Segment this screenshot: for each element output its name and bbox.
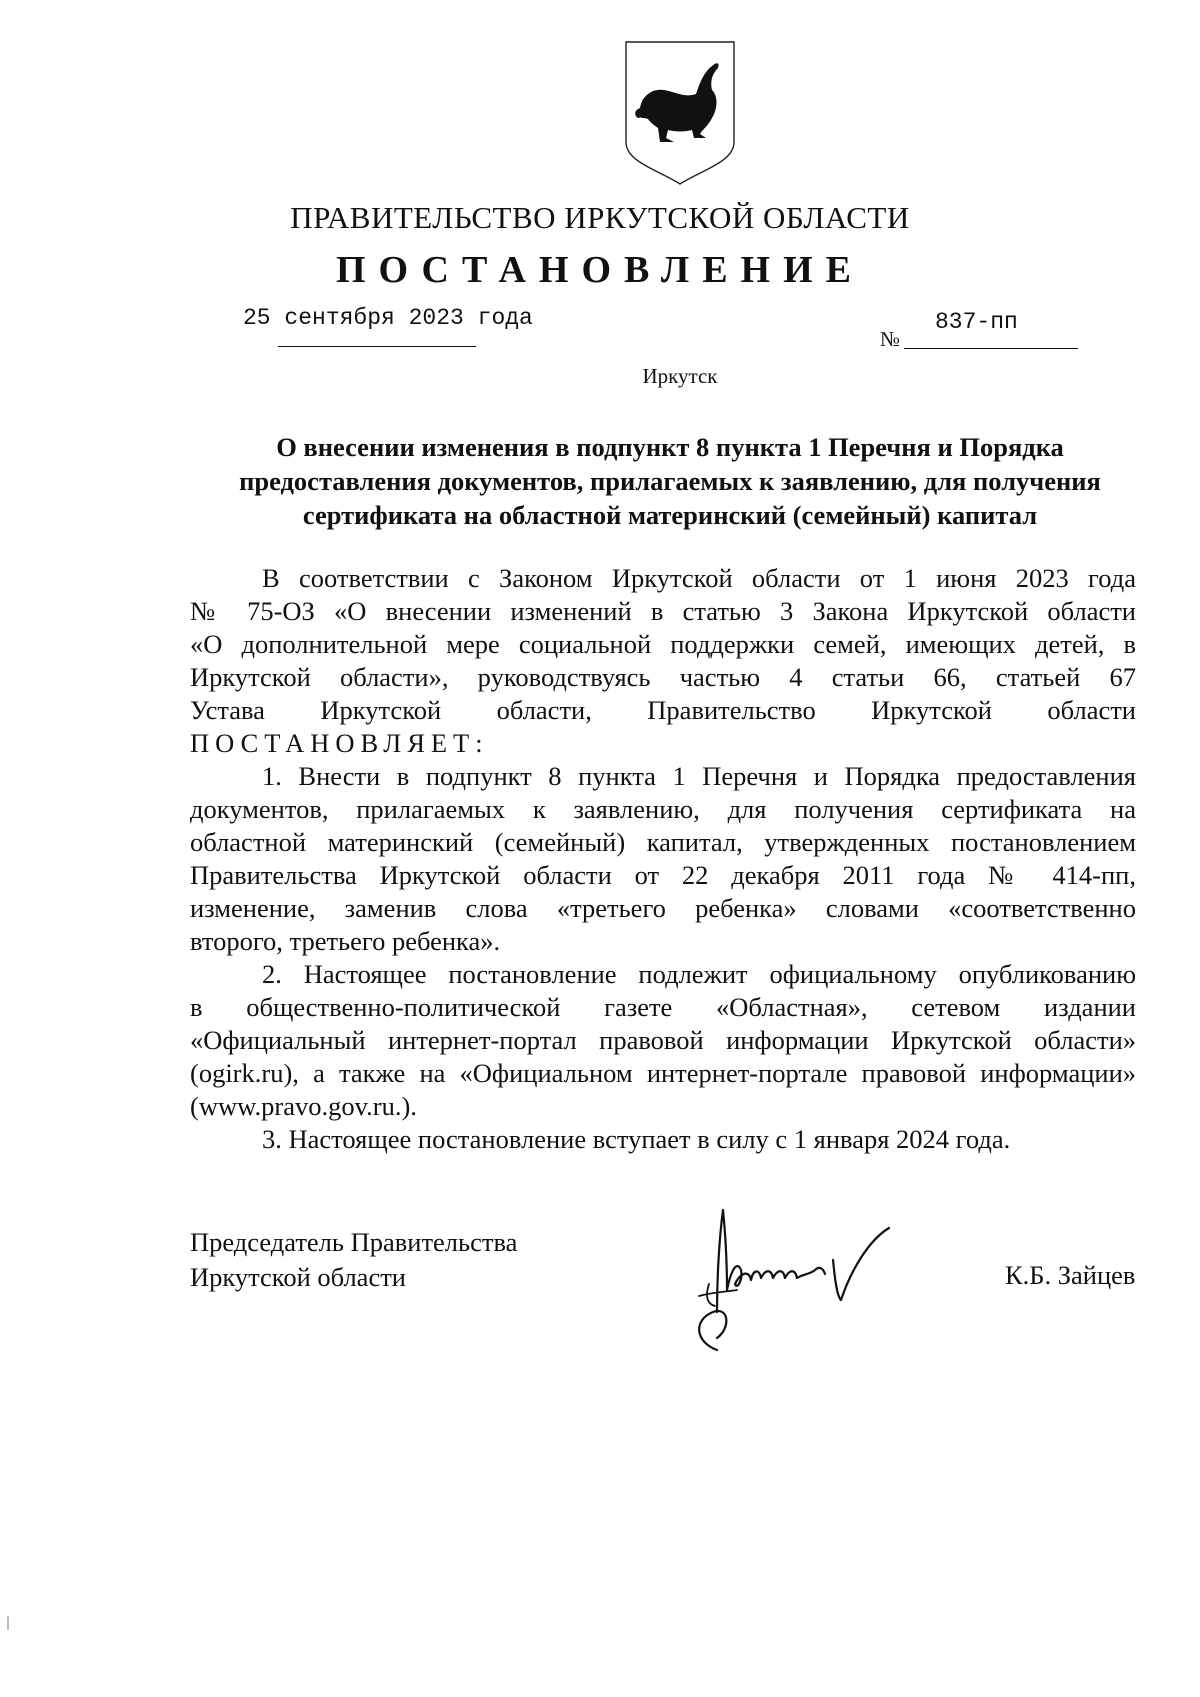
heading-line: сертификата на областной материнский (семейный) капитал [302, 500, 1038, 530]
decree-word: ПОСТАНОВЛЯЕТ: [190, 728, 489, 758]
signatory-name: К.Б. Зайцев [1005, 1260, 1136, 1290]
item-1-line: изменение, заменив слова «третьего ребенка» словами «соответственно [190, 893, 1136, 923]
item-2-line: 2. Настоящее постановление подлежит официальному опубликованию [262, 959, 1136, 989]
heading-line: О внесении изменения в подпункт 8 пункта 1 Перечня и Порядка [276, 432, 1064, 462]
irkutsk-coat-of-arms-icon [620, 38, 740, 186]
city-name: Иркутск [642, 364, 718, 388]
number-underline [904, 348, 1078, 349]
item-1-line: 1. Внести в подпункт 8 пункта 1 Перечня и Порядка предоставления [262, 761, 1136, 791]
item-1-line: областной материнский (семейный) капитал, утвержденных постановлением [190, 827, 1136, 857]
item-2-line: (ogirk.ru), а также на «Официальном интернет-портале правовой информации» [190, 1058, 1136, 1088]
heading-line: предоставления документов, прилагаемых к заявлению, для получения [239, 466, 1101, 496]
number-sign: № [880, 327, 901, 351]
document-type-title: ПОСТАНОВЛЕНИЕ [335, 249, 865, 291]
position-line: Председатель Правительства [190, 1227, 518, 1257]
preamble-line: Устава Иркутской области, Правительство Иркутской области [190, 695, 1136, 725]
preamble-line: № 75-ОЗ «О внесении изменений в статью 3 Закона Иркутской области [190, 596, 1136, 626]
item-1-line: Правительства Иркутской области от 22 декабря 2011 года № 414-пп, [190, 860, 1136, 890]
item-2-line: (www.pravo.gov.ru.). [190, 1091, 417, 1121]
item-1-line: документов, прилагаемых к заявлению, для получения сертификата на [190, 794, 1136, 824]
document-heading [190, 430, 1150, 532]
signatory-position [190, 1225, 517, 1295]
item-3-line: 3. Настоящее постановление вступает в силу с 1 января 2024 года. [262, 1124, 1011, 1154]
item-1-line: второго, третьего ребенка». [190, 926, 501, 956]
handwritten-signature-icon [665, 1200, 945, 1360]
government-name: ПРАВИТЕЛЬСТВО ИРКУТСКОЙ ОБЛАСТИ [290, 200, 910, 235]
preamble-line: Иркутской области», руководствуясь частью 4 статьи 66, статьей 67 [190, 662, 1136, 692]
item-2-line: в общественно-политической газете «Областная», сетевом издании [190, 992, 1136, 1022]
document-body [190, 562, 1136, 1156]
preamble-line: «О дополнительной мере социальной поддержки семей, имеющих детей, в [190, 629, 1136, 659]
document-date: 25 сентября 2023 года [243, 305, 533, 331]
date-underline [278, 346, 476, 347]
item-2-line: «Официальный интернет-портал правовой информации Иркутской области» [190, 1025, 1136, 1055]
preamble-line: В соответствии с Законом Иркутской области от 1 июня 2023 года [262, 563, 1136, 593]
scan-edge-mark [7, 1616, 9, 1630]
position-line: Иркутской области [190, 1262, 406, 1292]
document-number: 837-пп [935, 309, 1018, 335]
